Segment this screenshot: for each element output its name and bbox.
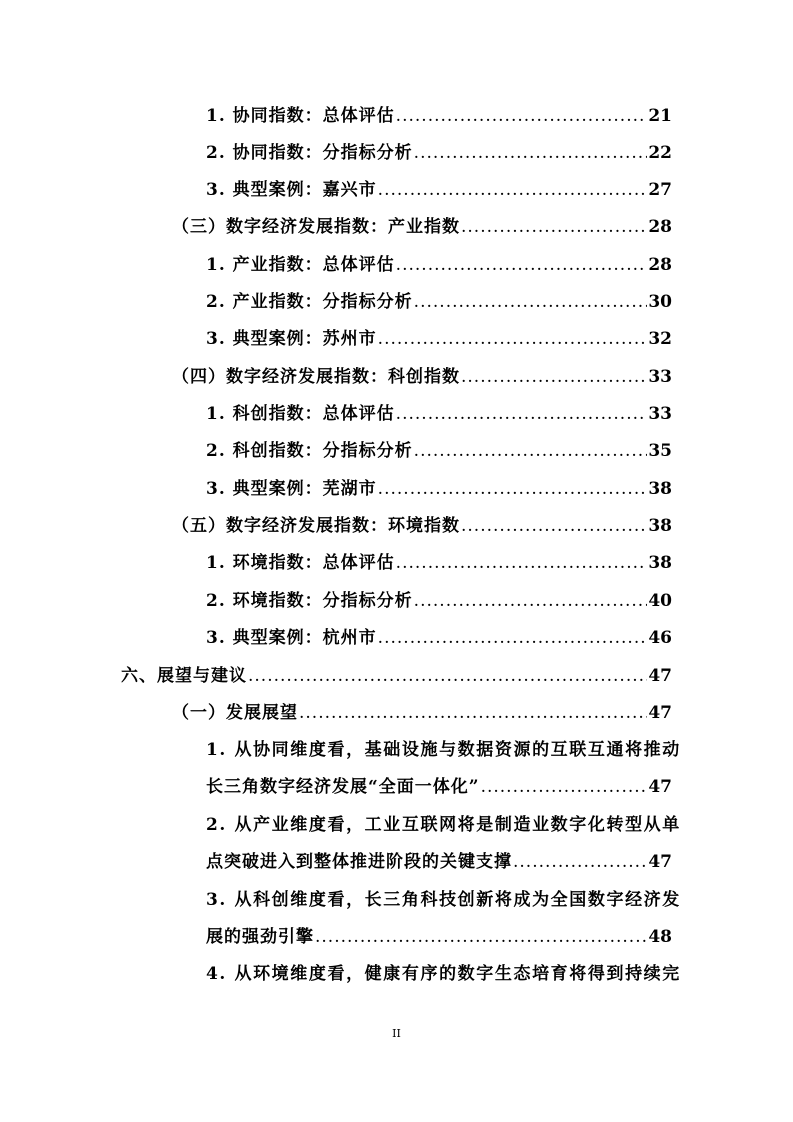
toc-entry[interactable] bbox=[206, 474, 672, 511]
toc-entry-label: 3. 典型案例：芜湖市 bbox=[206, 479, 377, 499]
toc-entry-page: 47 bbox=[648, 777, 672, 797]
toc-entry-page: 35 bbox=[648, 441, 672, 461]
toc-entry[interactable] bbox=[206, 250, 672, 287]
toc-chapter-entry[interactable] bbox=[121, 661, 672, 698]
toc-entry-page: 47 bbox=[648, 703, 672, 723]
toc-entry-page: 48 bbox=[648, 927, 672, 947]
toc-entry-page: 46 bbox=[648, 628, 672, 648]
toc-entry-label: 3. 典型案例：嘉兴市 bbox=[206, 180, 377, 200]
toc-entry-label: 2. 环境指数：分指标分析 bbox=[206, 591, 413, 611]
toc-entry-page: 32 bbox=[648, 329, 672, 349]
toc-entry-page: 30 bbox=[648, 292, 672, 312]
toc-entry-label: 长三角数字经济发展“全面一体化” bbox=[206, 777, 480, 797]
toc-entry-label: 2. 协同指数：分指标分析 bbox=[206, 143, 413, 163]
toc-entry[interactable] bbox=[206, 101, 672, 138]
toc-section-entry[interactable] bbox=[172, 698, 672, 735]
toc-entry-label: 3. 典型案例：杭州市 bbox=[206, 628, 377, 648]
dot-leader bbox=[513, 852, 647, 872]
dot-leader bbox=[378, 479, 648, 499]
toc-entry-page: 27 bbox=[648, 180, 672, 200]
dot-leader bbox=[378, 329, 648, 349]
dot-leader bbox=[414, 292, 648, 312]
toc-entry[interactable] bbox=[206, 922, 672, 959]
toc-entry-page: 38 bbox=[648, 479, 672, 499]
dot-leader bbox=[414, 143, 648, 163]
toc-entry-label: 3. 典型案例：苏州市 bbox=[206, 329, 377, 349]
toc-entry-label: 1. 协同指数：总体评估 bbox=[206, 106, 395, 126]
toc-entry-label: 2. 科创指数：分指标分析 bbox=[206, 441, 413, 461]
dot-leader bbox=[378, 180, 648, 200]
toc-entry-label: 六、展望与建议 bbox=[121, 666, 247, 686]
toc-entry-first-line[interactable]: 2. 从产业维度看，工业互联网将是制造业数字化转型从单 bbox=[206, 815, 681, 835]
toc-entry[interactable] bbox=[206, 399, 672, 436]
toc-entry-label: （四）数字经济发展指数：科创指数 bbox=[172, 367, 460, 387]
toc-entry-label: 点突破进入到整体推进阶段的关键支撑 bbox=[206, 852, 512, 872]
toc-entry[interactable] bbox=[206, 324, 672, 361]
toc-section-entry[interactable] bbox=[172, 212, 672, 249]
dot-leader bbox=[396, 553, 648, 573]
toc-entry-page: 21 bbox=[648, 106, 672, 126]
toc-entry-first-line[interactable]: 3. 从科创维度看，长三角科技创新将成为全国数字经济发 bbox=[206, 890, 681, 910]
toc-entry[interactable] bbox=[206, 548, 672, 585]
toc-entry-label: 展的强劲引擎 bbox=[206, 927, 314, 947]
dot-leader bbox=[414, 591, 648, 611]
toc-entry-label: 2. 产业指数：分指标分析 bbox=[206, 292, 413, 312]
toc-entry-label: （五）数字经济发展指数：环境指数 bbox=[172, 516, 460, 536]
toc-entry-label: 1. 产业指数：总体评估 bbox=[206, 255, 395, 275]
toc-entry[interactable] bbox=[206, 586, 672, 623]
toc-entry[interactable] bbox=[206, 436, 672, 473]
toc-entry-page: 28 bbox=[648, 217, 672, 237]
toc-entry[interactable] bbox=[206, 287, 672, 324]
dot-leader bbox=[481, 777, 648, 797]
toc-entry-page: 47 bbox=[648, 666, 672, 686]
dot-leader bbox=[461, 217, 647, 237]
dot-leader bbox=[414, 441, 648, 461]
toc-entry-page: 33 bbox=[648, 404, 672, 424]
dot-leader bbox=[378, 628, 648, 648]
dot-leader bbox=[248, 666, 647, 686]
toc-entry-page: 38 bbox=[648, 516, 672, 536]
dot-leader bbox=[315, 927, 647, 947]
toc-entry-page: 40 bbox=[648, 591, 672, 611]
dot-leader bbox=[396, 106, 648, 126]
toc-entry-label: （一）发展展望 bbox=[172, 703, 298, 723]
page-number: II bbox=[392, 1027, 401, 1040]
toc-entry[interactable] bbox=[206, 847, 672, 884]
toc-entry-page: 38 bbox=[648, 553, 672, 573]
toc-entry[interactable] bbox=[206, 175, 672, 212]
toc-entry-page: 47 bbox=[648, 852, 672, 872]
toc-section-entry[interactable] bbox=[172, 362, 672, 399]
dot-leader bbox=[461, 367, 647, 387]
dot-leader bbox=[396, 255, 648, 275]
toc-entry-page: 22 bbox=[648, 143, 672, 163]
toc-entry-first-line[interactable]: 4. 从环境维度看，健康有序的数字生态培育将得到持续完 bbox=[206, 964, 681, 984]
dot-leader bbox=[461, 516, 647, 536]
dot-leader bbox=[396, 404, 648, 424]
toc-entry-label: 1. 环境指数：总体评估 bbox=[206, 553, 395, 573]
toc-entry[interactable] bbox=[206, 623, 672, 660]
dot-leader bbox=[299, 703, 647, 723]
toc-entry-page: 33 bbox=[648, 367, 672, 387]
toc-entry[interactable] bbox=[206, 772, 672, 809]
toc-entry-label: 1. 科创指数：总体评估 bbox=[206, 404, 395, 424]
toc-entry[interactable] bbox=[206, 138, 672, 175]
toc-entry-label: （三）数字经济发展指数：产业指数 bbox=[172, 217, 460, 237]
toc-section-entry[interactable] bbox=[172, 511, 672, 548]
toc-entry-page: 28 bbox=[648, 255, 672, 275]
toc-entry-first-line[interactable]: 1. 从协同维度看，基础设施与数据资源的互联互通将推动 bbox=[206, 740, 681, 760]
